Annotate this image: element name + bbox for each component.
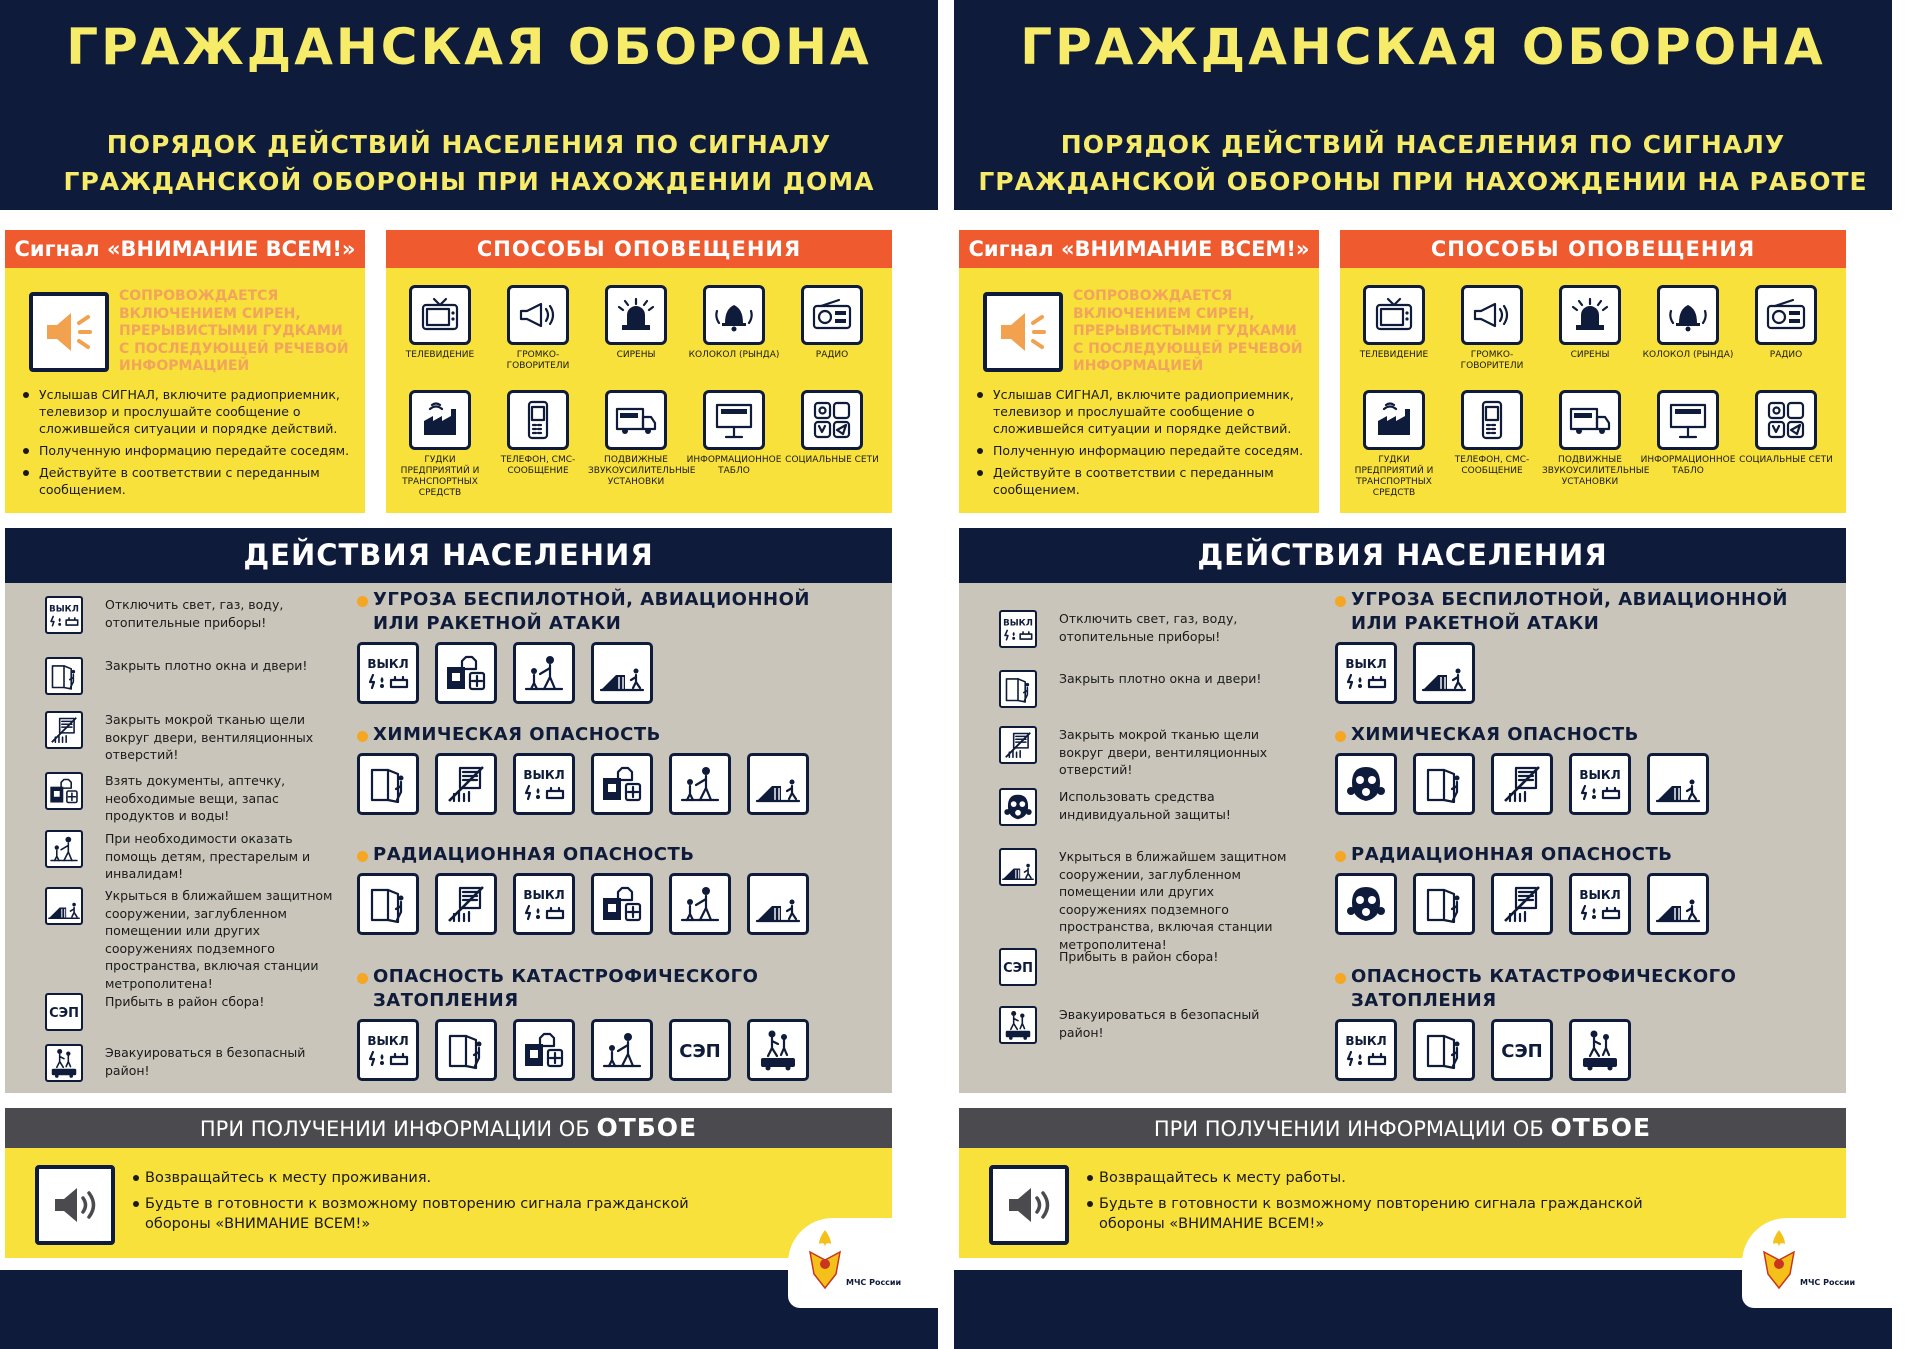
method-item xyxy=(1738,285,1834,361)
action-text: Эвакуироваться в безопасный район! xyxy=(1059,1007,1260,1040)
threat-block xyxy=(1335,843,1835,935)
all-clear-instruction: Возвращайтесь к месту работы. xyxy=(1087,1168,1647,1188)
help-icon xyxy=(45,830,83,868)
svg-text:ВЫКЛ: ВЫКЛ xyxy=(1003,618,1033,629)
tv-icon xyxy=(1363,285,1425,345)
loudspeaker-icon xyxy=(507,285,569,345)
seal-gaps-icon xyxy=(999,726,1037,764)
method-item xyxy=(686,390,782,477)
radio-icon xyxy=(801,285,863,345)
all-clear-instruction: Будьте в готовности к возможному повторению сигнала гражданской обороны «ВНИМАНИЕ ВСЕМ!» xyxy=(1087,1194,1647,1234)
seal-gaps-icon xyxy=(1491,753,1553,815)
close-door-icon xyxy=(357,753,419,815)
action-text: При необходимости оказать помощь детям, престарелым и инвалидам! xyxy=(105,831,311,881)
svg-text:ВЫКЛ: ВЫКЛ xyxy=(523,768,565,782)
mchs-emblem xyxy=(788,1218,938,1308)
board-icon xyxy=(1657,390,1719,450)
radio-icon xyxy=(1755,285,1817,345)
help-icon xyxy=(591,1019,653,1081)
methods-heading: СПОСОБЫ ОПОВЕЩЕНИЯ xyxy=(386,230,892,268)
all-clear-heading xyxy=(5,1108,892,1148)
signal-heading: Сигнал «ВНИМАНИЕ ВСЕМ!» xyxy=(959,230,1319,268)
poster-work xyxy=(954,0,1892,1349)
supplies-icon xyxy=(513,1019,575,1081)
close-door-icon xyxy=(357,873,419,935)
method-label: ГУДКИ ПРЕДПРИЯТИЙ И ТРАНСПОРТНЫХ СРЕДСТВ xyxy=(1354,455,1434,498)
method-item xyxy=(1444,285,1540,372)
signal-instructions xyxy=(975,386,1315,503)
power-off-icon xyxy=(357,1019,419,1081)
method-label: СИРЕНЫ xyxy=(616,350,656,360)
signal-note: СОПРОВОЖДАЕТСЯ ВКЛЮЧЕНИЕМ СИРЕН, ПРЕРЫВИСТЫМИ ГУДКАМИ С ПОСЛЕДУЮЩЕЙ РЕЧЕВОЙ ИНФОРМАЦИЕЙ xyxy=(1073,288,1303,374)
tv-icon xyxy=(409,285,471,345)
power-off-icon xyxy=(999,610,1037,648)
threat-icons xyxy=(1335,873,1835,935)
threat-title: ОПАСНОСТЬ КАТАСТРОФИЧЕСКОГО ЗАТОПЛЕНИЯ xyxy=(1335,965,1835,1013)
method-item xyxy=(1346,285,1442,361)
shelter-icon xyxy=(45,887,83,925)
threat-block xyxy=(357,723,857,815)
actions-heading: ДЕЙСТВИЯ НАСЕЛЕНИЯ xyxy=(5,528,892,583)
gas-mask-icon xyxy=(999,788,1037,826)
notification-methods-panel xyxy=(1340,230,1846,513)
signal-instruction: Услышав СИГНАЛ, включите радиоприемник, телевизор и прослушайте сообщение о сложившейся ситуации и порядке действий. xyxy=(975,386,1315,437)
threat-title: УГРОЗА БЕСПИЛОТНОЙ, АВИАЦИОННОЙ ИЛИ РАКЕТНОЙ АТАКИ xyxy=(1335,588,1835,636)
mchs-emblem xyxy=(1742,1218,1892,1308)
method-item xyxy=(1542,390,1650,488)
subtitle-line: ПОРЯДОК ДЕЙСТВИЙ НАСЕЛЕНИЯ ПО СИГНАЛУ xyxy=(1060,130,1786,159)
method-label: СОЦИАЛЬНЫЕ СЕТИ xyxy=(785,455,879,465)
method-item xyxy=(1640,285,1736,361)
threat-icons xyxy=(357,642,857,704)
method-item xyxy=(392,390,488,499)
action-text: Отключить свет, газ, воду, отопительные приборы! xyxy=(1059,611,1238,644)
population-actions-panel xyxy=(5,528,892,1093)
action-text: Закрыть мокрой тканью щели вокруг двери, вентиляционных отверстий! xyxy=(105,712,314,762)
poster-divider xyxy=(938,0,954,1349)
signal-instructions xyxy=(21,386,361,503)
threat-icons xyxy=(1335,1019,1835,1081)
threat-title: РАДИАЦИОННАЯ ОПАСНОСТЬ xyxy=(357,843,857,867)
signal-instruction: Полученную информацию передайте соседям. xyxy=(21,442,361,459)
close-door-icon xyxy=(1413,873,1475,935)
shelter-icon xyxy=(591,642,653,704)
help-icon xyxy=(669,873,731,935)
phone-icon xyxy=(507,390,569,450)
evacuate-icon xyxy=(747,1019,809,1081)
method-item xyxy=(1640,390,1736,477)
threat-icons xyxy=(357,753,857,815)
signal-instruction: Действуйте в соответствии с переданным сообщением. xyxy=(21,464,361,498)
all-clear-instruction: Возвращайтесь к месту проживания. xyxy=(133,1168,693,1188)
bell-icon xyxy=(1657,285,1719,345)
threat-icons xyxy=(1335,753,1835,815)
signal-instruction: Услышав СИГНАЛ, включите радиоприемник, телевизор и прослушайте сообщение о сложившейся ситуации и порядке действий. xyxy=(21,386,361,437)
methods-heading: СПОСОБЫ ОПОВЕЩЕНИЯ xyxy=(1340,230,1846,268)
threat-icons xyxy=(357,873,857,935)
method-label: СИРЕНЫ xyxy=(1570,350,1610,360)
social-icon xyxy=(1755,390,1817,450)
method-label: СОЦИАЛЬНЫЕ СЕТИ xyxy=(1739,455,1833,465)
shelter-icon xyxy=(747,873,809,935)
speaker-icon xyxy=(983,292,1063,372)
emblem-label: МЧС России xyxy=(1800,1278,1856,1287)
header-band xyxy=(954,0,1892,210)
shelter-icon xyxy=(1647,873,1709,935)
gas-mask-icon xyxy=(1335,873,1397,935)
method-label: ТЕЛЕВИДЕНИЕ xyxy=(405,350,475,360)
threat-block xyxy=(357,843,857,935)
phone-icon xyxy=(1461,390,1523,450)
factory-icon xyxy=(409,390,471,450)
method-label: ПОДВИЖНЫЕ ЗВУКОУСИЛИТЕЛЬНЫЕ УСТАНОВКИ xyxy=(588,455,696,487)
close-door-icon xyxy=(999,670,1037,708)
poster-subtitle xyxy=(0,126,938,200)
shelter-icon xyxy=(1647,753,1709,815)
close-door-icon xyxy=(1413,1019,1475,1081)
svg-text:СЭП: СЭП xyxy=(679,1041,721,1062)
threat-title: РАДИАЦИОННАЯ ОПАСНОСТЬ xyxy=(1335,843,1835,867)
svg-text:ВЫКЛ: ВЫКЛ xyxy=(367,657,409,671)
close-door-icon xyxy=(1413,753,1475,815)
threat-block xyxy=(357,588,857,704)
svg-text:СЭП: СЭП xyxy=(49,1006,79,1022)
method-label: ГРОМКО-ГОВОРИТЕЛИ xyxy=(506,350,570,371)
sep-icon xyxy=(669,1019,731,1081)
action-text: Укрыться в ближайшем защитном сооружении, заглубленном помещении или других сооружениях подземного пространства, включая станции метрополитена! xyxy=(1059,849,1287,952)
poster-subtitle xyxy=(954,126,1892,200)
svg-text:ВЫКЛ: ВЫКЛ xyxy=(367,1034,409,1048)
loudspeaker-icon xyxy=(1461,285,1523,345)
method-label: ТЕЛЕВИДЕНИЕ xyxy=(1359,350,1429,360)
power-off-icon xyxy=(513,753,575,815)
help-icon xyxy=(513,642,575,704)
method-item xyxy=(784,390,880,466)
power-off-icon xyxy=(1569,873,1631,935)
sep-icon xyxy=(999,948,1037,986)
all-clear-pre: ПРИ ПОЛУЧЕНИИ ИНФОРМАЦИИ ОБ xyxy=(199,1117,590,1141)
signal-instruction: Полученную информацию передайте соседям. xyxy=(975,442,1315,459)
svg-text:ВЫКЛ: ВЫКЛ xyxy=(1579,768,1621,782)
action-text: Закрыть плотно окна и двери! xyxy=(1059,671,1262,686)
method-item xyxy=(490,390,586,477)
threat-title: ХИМИЧЕСКАЯ ОПАСНОСТЬ xyxy=(1335,723,1835,747)
threat-block xyxy=(1335,965,1835,1081)
notification-methods-panel xyxy=(386,230,892,513)
method-label: ИНФОРМАЦИОННОЕ ТАБЛО xyxy=(1640,455,1736,476)
method-item xyxy=(1738,390,1834,466)
truck-icon xyxy=(1559,390,1621,450)
power-off-icon xyxy=(1335,642,1397,704)
mchs-emblem-icon xyxy=(806,1226,844,1296)
signal-instruction: Действуйте в соответствии с переданным сообщением. xyxy=(975,464,1315,498)
action-text: Укрыться в ближайшем защитном сооружении, заглубленном помещении или других сооружениях подземного пространства, включая станции метрополитена! xyxy=(105,888,333,991)
seal-gaps-icon xyxy=(435,753,497,815)
method-label: КОЛОКОЛ (РЫНДА) xyxy=(688,350,780,360)
all-clear-instructions xyxy=(133,1168,693,1240)
evacuate-icon xyxy=(1569,1019,1631,1081)
power-off-icon xyxy=(1569,753,1631,815)
method-label: ГРОМКО-ГОВОРИТЕЛИ xyxy=(1460,350,1524,371)
signal-note: СОПРОВОЖДАЕТСЯ ВКЛЮЧЕНИЕМ СИРЕН, ПРЕРЫВИСТЫМИ ГУДКАМИ С ПОСЛЕДУЮЩЕЙ РЕЧЕВОЙ ИНФОРМАЦИЕЙ xyxy=(119,288,349,374)
close-door-icon xyxy=(435,1019,497,1081)
supplies-icon xyxy=(591,753,653,815)
all-clear-panel xyxy=(959,1148,1846,1258)
supplies-icon xyxy=(591,873,653,935)
all-clear-pre: ПРИ ПОЛУЧЕНИИ ИНФОРМАЦИИ ОБ xyxy=(1153,1117,1544,1141)
sep-icon xyxy=(1491,1019,1553,1081)
all-clear-instructions xyxy=(1087,1168,1647,1240)
sep-icon xyxy=(45,993,83,1031)
shelter-icon xyxy=(747,753,809,815)
action-text: Закрыть мокрой тканью щели вокруг двери, вентиляционных отверстий! xyxy=(1059,727,1268,777)
action-text: Взять документы, аптечку, необходимые вещи, запас продуктов и воды! xyxy=(105,773,286,823)
action-text: Отключить свет, газ, воду, отопительные приборы! xyxy=(105,597,284,630)
threat-title: ХИМИЧЕСКАЯ ОПАСНОСТЬ xyxy=(357,723,857,747)
signal-panel xyxy=(5,230,365,513)
population-actions-panel xyxy=(959,528,1846,1093)
method-label: ТЕЛЕФОН, СМС-СООБЩЕНИЕ xyxy=(500,455,576,476)
action-text: Прибыть в район сбора! xyxy=(105,994,265,1009)
method-item xyxy=(588,390,696,488)
threat-icons xyxy=(1335,642,1835,704)
speaker-sound-icon xyxy=(989,1165,1069,1245)
signal-panel xyxy=(959,230,1319,513)
header-band xyxy=(0,0,938,210)
poster-title: ГРАЖДАНСКАЯ ОБОРОНА xyxy=(1020,18,1826,76)
method-item xyxy=(490,285,586,372)
close-door-icon xyxy=(45,657,83,695)
siren-icon xyxy=(1559,285,1621,345)
method-item xyxy=(1444,390,1540,477)
shelter-icon xyxy=(1413,642,1475,704)
factory-icon xyxy=(1363,390,1425,450)
method-label: ТЕЛЕФОН, СМС-СООБЩЕНИЕ xyxy=(1454,455,1530,476)
action-text: Использовать средства индивидуальной защиты! xyxy=(1059,789,1231,822)
threat-block xyxy=(1335,588,1835,704)
seal-gaps-icon xyxy=(1491,873,1553,935)
subtitle-line: ГРАЖДАНСКОЙ ОБОРОНЫ ПРИ НАХОЖДЕНИИ ДОМА xyxy=(63,167,875,196)
board-icon xyxy=(703,390,765,450)
poster-home xyxy=(0,0,938,1349)
svg-text:ВЫКЛ: ВЫКЛ xyxy=(1579,888,1621,902)
poster-title: ГРАЖДАНСКАЯ ОБОРОНА xyxy=(66,18,872,76)
svg-text:ВЫКЛ: ВЫКЛ xyxy=(1345,1034,1387,1048)
supplies-icon xyxy=(435,642,497,704)
method-item xyxy=(588,285,684,361)
action-text: Закрыть плотно окна и двери! xyxy=(105,658,308,673)
method-label: РАДИО xyxy=(1769,350,1803,360)
seal-gaps-icon xyxy=(435,873,497,935)
svg-text:СЭП: СЭП xyxy=(1003,961,1033,977)
signal-heading: Сигнал «ВНИМАНИЕ ВСЕМ!» xyxy=(5,230,365,268)
method-item xyxy=(1346,390,1442,499)
power-off-icon xyxy=(1335,1019,1397,1081)
social-icon xyxy=(801,390,863,450)
method-item xyxy=(784,285,880,361)
all-clear-word: ОТБОЕ xyxy=(596,1113,698,1142)
all-clear-heading xyxy=(959,1108,1846,1148)
speaker-icon xyxy=(29,292,109,372)
shelter-icon xyxy=(999,848,1037,886)
power-off-icon xyxy=(513,873,575,935)
svg-text:ВЫКЛ: ВЫКЛ xyxy=(1345,657,1387,671)
method-label: ГУДКИ ПРЕДПРИЯТИЙ И ТРАНСПОРТНЫХ СРЕДСТВ xyxy=(400,455,480,498)
method-item xyxy=(686,285,782,361)
subtitle-line: ПОРЯДОК ДЕЙСТВИЙ НАСЕЛЕНИЯ ПО СИГНАЛУ xyxy=(106,130,832,159)
siren-icon xyxy=(605,285,667,345)
threat-block xyxy=(1335,723,1835,815)
threat-block xyxy=(357,965,857,1081)
threat-title: ОПАСНОСТЬ КАТАСТРОФИЧЕСКОГО ЗАТОПЛЕНИЯ xyxy=(357,965,857,1013)
method-item xyxy=(1542,285,1638,361)
seal-gaps-icon xyxy=(45,711,83,749)
power-off-icon xyxy=(45,596,83,634)
help-icon xyxy=(669,753,731,815)
actions-heading: ДЕЙСТВИЯ НАСЕЛЕНИЯ xyxy=(959,528,1846,583)
bell-icon xyxy=(703,285,765,345)
method-label: КОЛОКОЛ (РЫНДА) xyxy=(1642,350,1734,360)
svg-text:ВЫКЛ: ВЫКЛ xyxy=(49,604,79,615)
mchs-emblem-icon xyxy=(1760,1226,1798,1296)
power-off-icon xyxy=(357,642,419,704)
action-text: Эвакуироваться в безопасный район! xyxy=(105,1045,306,1078)
supplies-icon xyxy=(45,772,83,810)
method-label: ПОДВИЖНЫЕ ЗВУКОУСИЛИТЕЛЬНЫЕ УСТАНОВКИ xyxy=(1542,455,1650,487)
speaker-sound-icon xyxy=(35,1165,115,1245)
all-clear-panel xyxy=(5,1148,892,1258)
threat-icons xyxy=(357,1019,857,1081)
svg-text:ВЫКЛ: ВЫКЛ xyxy=(523,888,565,902)
all-clear-word: ОТБОЕ xyxy=(1550,1113,1652,1142)
threat-title: УГРОЗА БЕСПИЛОТНОЙ, АВИАЦИОННОЙ ИЛИ РАКЕТНОЙ АТАКИ xyxy=(357,588,857,636)
truck-icon xyxy=(605,390,667,450)
evacuate-icon xyxy=(999,1006,1037,1044)
subtitle-line: ГРАЖДАНСКОЙ ОБОРОНЫ ПРИ НАХОЖДЕНИИ НА РАБОТЕ xyxy=(978,167,1868,196)
method-label: ИНФОРМАЦИОННОЕ ТАБЛО xyxy=(686,455,782,476)
method-label: РАДИО xyxy=(815,350,849,360)
evacuate-icon xyxy=(45,1044,83,1082)
action-text: Прибыть в район сбора! xyxy=(1059,949,1219,964)
all-clear-instruction: Будьте в готовности к возможному повторению сигнала гражданской обороны «ВНИМАНИЕ ВСЕМ!» xyxy=(133,1194,693,1234)
gas-mask-icon xyxy=(1335,753,1397,815)
emblem-label: МЧС России xyxy=(846,1278,902,1287)
svg-text:СЭП: СЭП xyxy=(1501,1041,1543,1062)
method-item xyxy=(392,285,488,361)
